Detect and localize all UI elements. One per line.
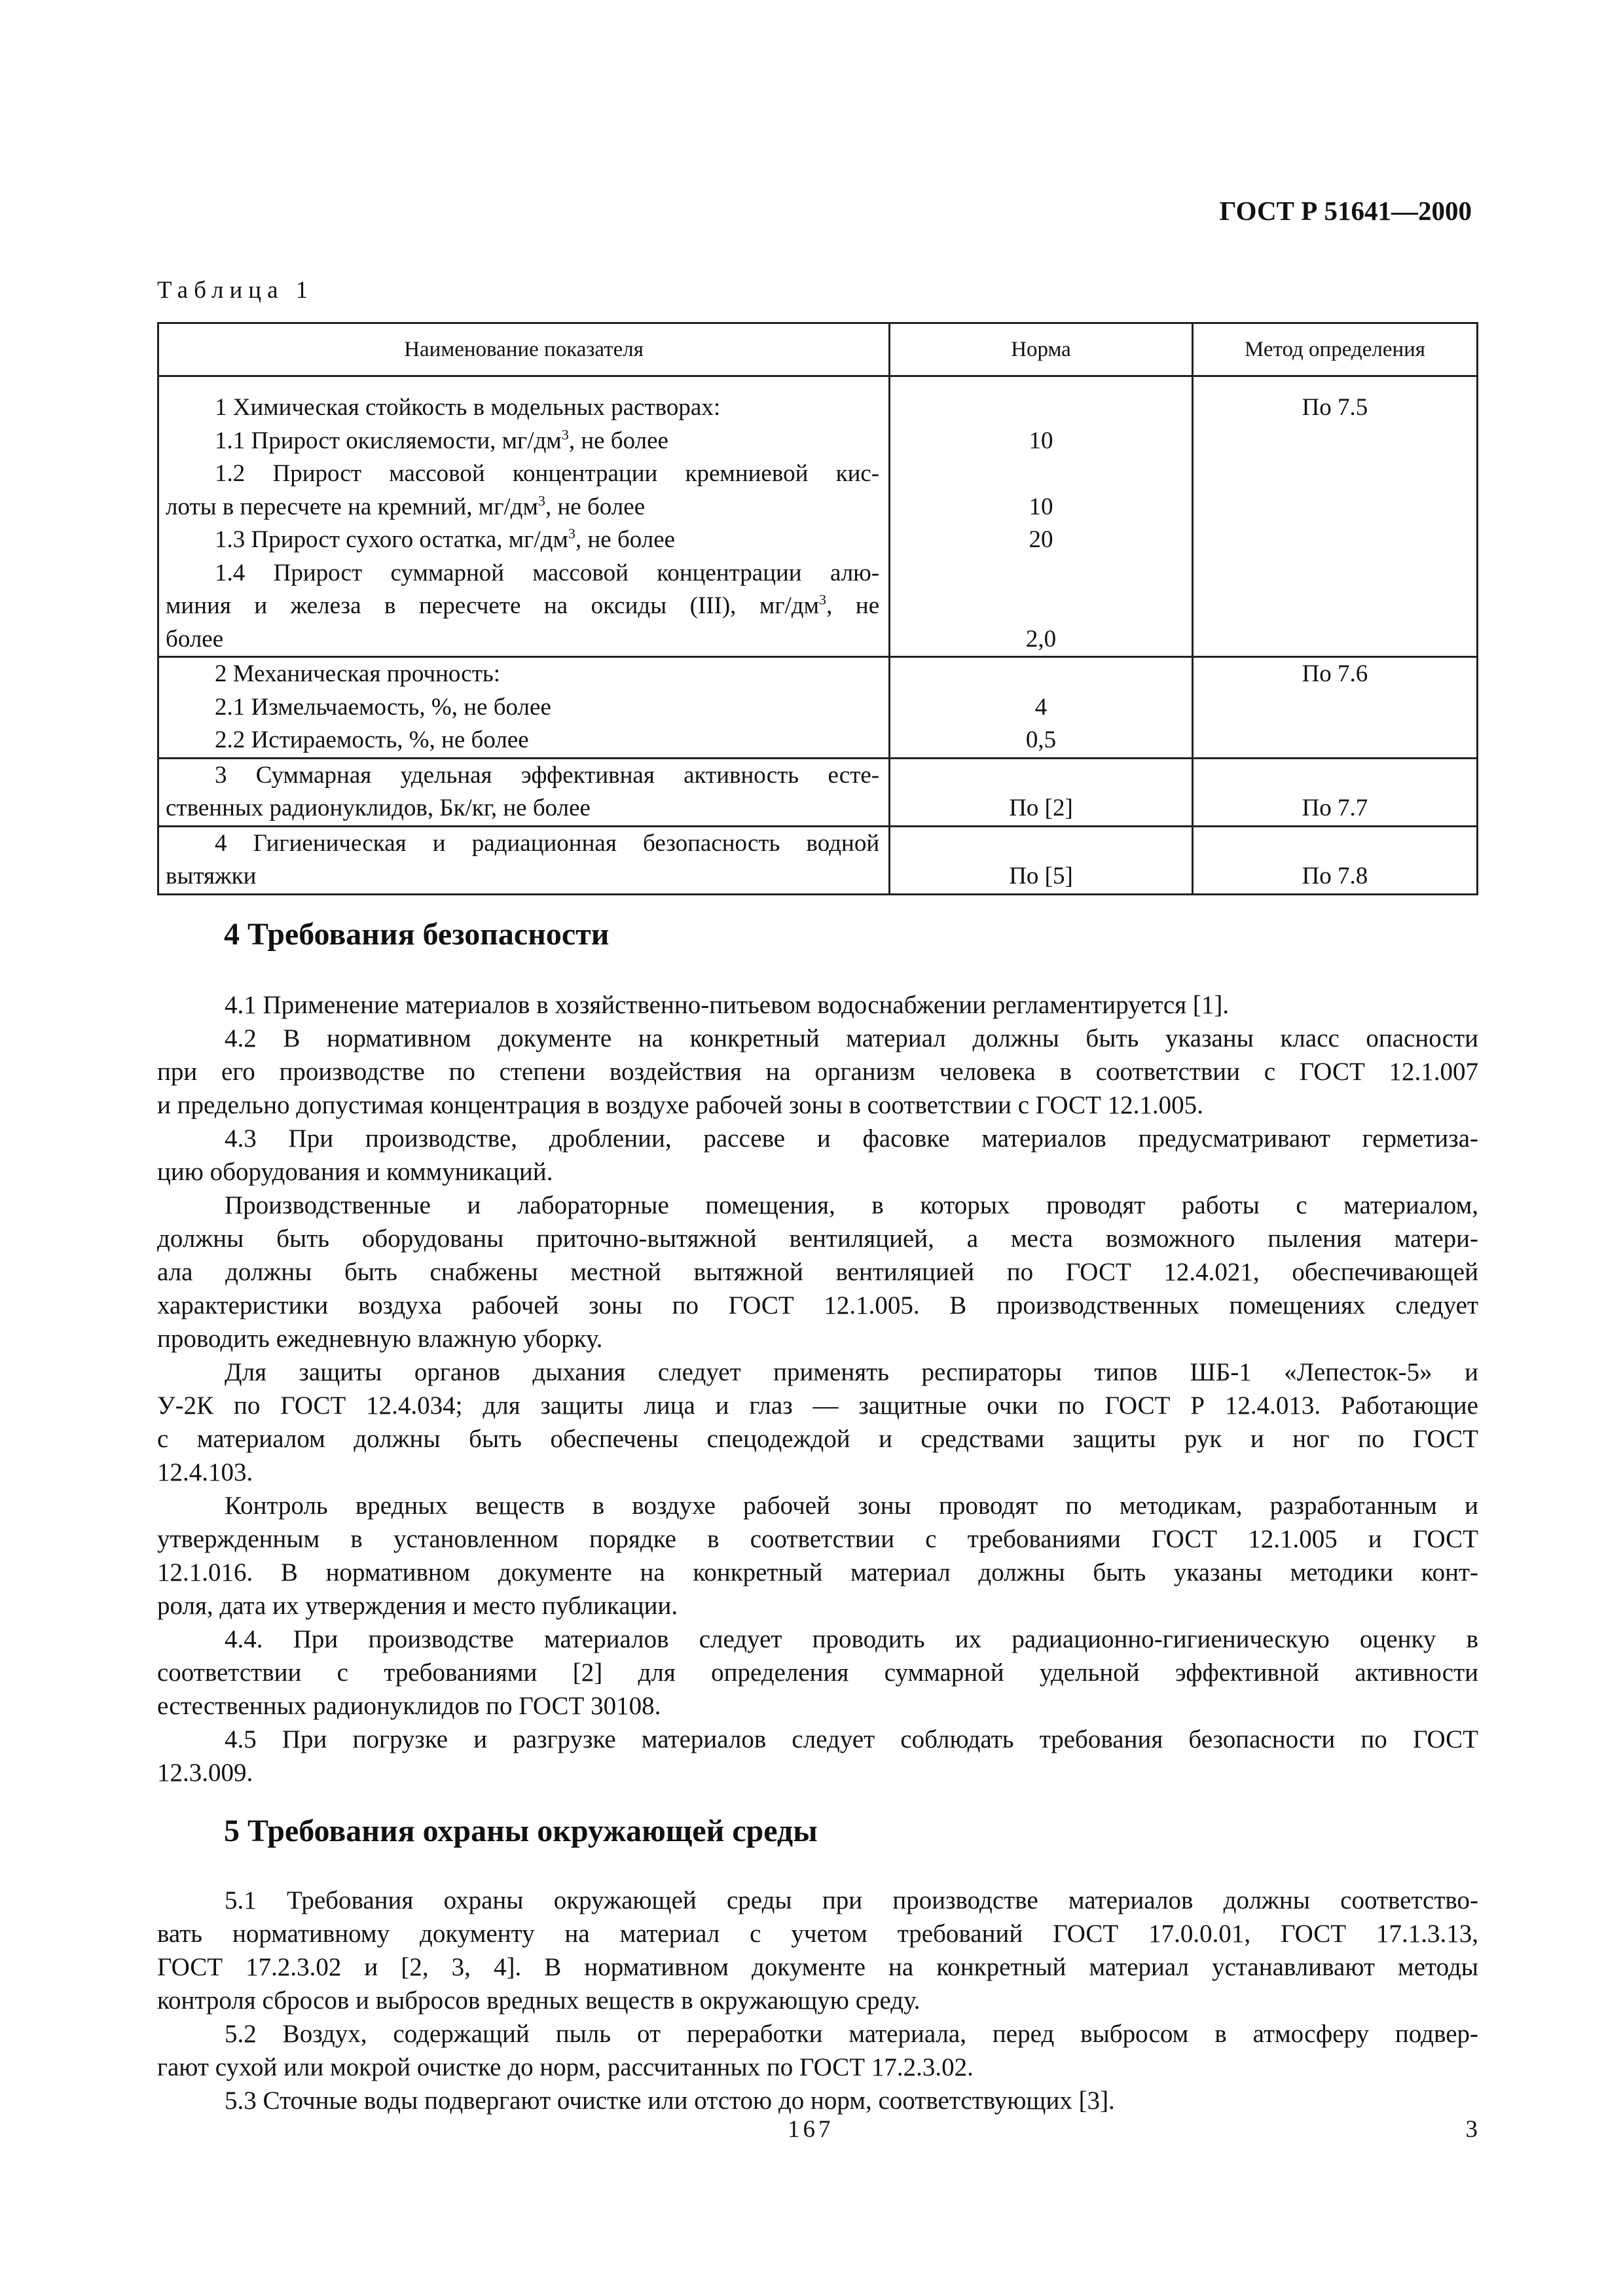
body-line: 4.3 При производстве, дроблении, рассеве и фасовке материалов предусматривают герметиза- (225, 1124, 1478, 1153)
method-value: По 7.5 (1302, 394, 1368, 421)
body-line: 12.1.016. В нормативном документе на конкретный материал должны быть указаны методики конт- (157, 1558, 1478, 1587)
body-line: 4.5 При погрузке и разгрузке материалов следует соблюдать требования безопасности по ГОСТ (225, 1725, 1478, 1753)
norm-value: По [2] (1009, 795, 1073, 821)
body-line: и предельно допустимая концентрация в воздухе рабочей зоны в соответствии с ГОСТ 12.1.005. (157, 1091, 1203, 1119)
indicator-line: 1.2 Прирост массовой концентрации кремниевой кис- (215, 460, 880, 487)
table-header-row (158, 323, 1478, 376)
norm-value: 10 (1029, 427, 1053, 454)
indicator-cell (158, 657, 890, 759)
indicator-line: более (166, 625, 224, 653)
method-cell (1192, 826, 1477, 894)
method-cell (1192, 657, 1477, 759)
indicator-line: 1 Химическая стойкость в модельных растворах: (215, 394, 721, 421)
body-line: Контроль вредных веществ в воздухе рабочей зоны проводят по методикам, разработанным и (225, 1492, 1478, 1520)
body-line: при его производстве по степени воздействия на организм человека в соответствии с ГОСТ 12.1.007 (157, 1058, 1478, 1086)
norm-value: 20 (1029, 526, 1053, 553)
sheet-number: 3 (1465, 2116, 1478, 2143)
norm-value: 10 (1029, 493, 1053, 520)
body-line: 4.1 Применение материалов в хозяйственно-питьевом водоснабжении регламентируется [1]. (225, 991, 1230, 1019)
indicator-line: ственных радионуклидов, Бк/кг, не более (166, 795, 591, 821)
indicator-line: миния и железа в пересчете на оксиды (III), $мг/дм^3$, не (166, 591, 880, 619)
section-5-title: 5 Требования охраны окружающей среды (224, 1814, 818, 1848)
indicator-line: 1.3 Прирост сухого остатка, $мг/дм^3$, не более (215, 525, 676, 553)
indicator-line: 2 Механическая прочность: (215, 660, 501, 687)
table-caption: Таблица 1 (157, 277, 314, 304)
body-line: соответствии с требованиями [2] для определения суммарной удельной эффективной активности (157, 1659, 1478, 1687)
table-row (158, 657, 1478, 759)
method-value: По 7.6 (1302, 660, 1368, 687)
indicator-cell (158, 826, 890, 894)
table-row (158, 758, 1478, 826)
section-4-title: 4 Требования безопасности (224, 917, 610, 952)
body-line: проводить ежедневную влажную уборку. (157, 1325, 603, 1353)
indicator-line: 4 Гигиеническая и радиационная безопасность водной (215, 829, 880, 857)
body-line: контроля сбросов и выбросов вредных веществ в окружающую среду. (157, 1986, 921, 2015)
norm-cell (890, 657, 1193, 759)
body-line: с материалом должны быть обеспечены спецодеждой и средствами защиты рук и ног по ГОСТ (157, 1425, 1478, 1453)
norm-value: 2,0 (1025, 625, 1057, 653)
body-line: 4.4. При производстве материалов следует проводить их радиационно-гигиеническую оценку в (225, 1625, 1478, 1653)
method-value: По 7.8 (1302, 863, 1368, 889)
norm-value: 4 (1034, 693, 1048, 721)
section-4-body (157, 988, 1478, 1789)
indicator-line: вытяжки (166, 863, 257, 889)
norm-cell (890, 758, 1193, 826)
body-line: должны быть оборудованы приточно-вытяжной вентиляцией, а места возможного пыления матери- (157, 1225, 1478, 1253)
section-5-body (157, 1884, 1478, 2117)
indicator-line: 2.1 Измельчаемость, %, не более (215, 693, 551, 721)
body-line: 12.4.103. (157, 1458, 253, 1486)
body-line: ала должны быть снабжены местной вытяжной вентиляцией по ГОСТ 12.4.021, обеспечивающей (157, 1258, 1478, 1286)
body-line: естественных радионуклидов по ГОСТ 30108. (157, 1692, 661, 1720)
body-line: гают сухой или мокрой очистке до норм, рассчитанных по ГОСТ 17.2.3.02. (157, 2053, 974, 2081)
body-line: Производственные и лабораторные помещения, в которых проводят работы с материалом, (225, 1191, 1478, 1219)
indicator-line: 1.4 Прирост суммарной массовой концентрации алю- (215, 559, 880, 586)
body-line: 4.2 В нормативном документе на конкретный материал должны быть указаны класс опасности (225, 1024, 1478, 1052)
norms-table (157, 322, 1478, 895)
body-line: роля, дата их утверждения и место публикации. (157, 1592, 678, 1620)
method-cell (1192, 758, 1477, 826)
norm-cell (890, 826, 1193, 894)
body-line: характеристики воздуха рабочей зоны по ГОСТ 12.1.005. В производственных помещениях следует (157, 1291, 1478, 1319)
norm-cell (890, 376, 1193, 657)
indicator-line: 2.2 Истираемость, %, не более (215, 726, 529, 753)
body-line: ГОСТ 17.2.3.02 и [2, 3, 4]. В нормативном документе на конкретный материал устанавливают методы (157, 1953, 1478, 1981)
document-code: ГОСТ Р 51641—2000 (1219, 196, 1472, 226)
body-line: 5.1 Требования охраны окружающей среды при производстве материалов должны соответство- (225, 1886, 1478, 1914)
indicator-cell (158, 758, 890, 826)
norm-value: По [5] (1009, 863, 1073, 889)
body-line: У-2К по ГОСТ 12.4.034; для защиты лица и глаз — защитные очки по ГОСТ Р 12.4.013. Работающие (157, 1391, 1478, 1420)
body-line: 5.2 Воздух, содержащий пыль от переработки материала, перед выбросом в атмосферу подвер- (225, 2020, 1478, 2048)
body-line: 12.3.009. (157, 1759, 253, 1787)
body-line: цию оборудования и коммуникаций. (157, 1158, 553, 1186)
column-header: Наименование показателя (158, 323, 890, 376)
norm-value: 0,5 (1025, 726, 1057, 753)
table-row (158, 376, 1478, 657)
method-value: По 7.7 (1302, 795, 1368, 821)
method-cell (1192, 376, 1477, 657)
column-header: Метод определения (1192, 323, 1477, 376)
body-line: Для защиты органов дыхания следует применять респираторы типов ШБ-1 «Лепесток-5» и (225, 1358, 1478, 1386)
table-row (158, 826, 1478, 894)
indicator-cell (158, 376, 890, 657)
body-line: 5.3 Сточные воды подвергают очистке или отстою до норм, соответствующих [3]. (225, 2087, 1115, 2115)
body-line: утвержденным в установленном порядке в соответствии с требованиями ГОСТ 12.1.005 и ГОСТ (157, 1525, 1478, 1553)
indicator-line: лоты в пересчете на кремний, $мг/дм^3$, не более (166, 492, 646, 520)
page-number: 167 (788, 2116, 834, 2143)
indicator-line: 1.1 Прирост окисляемости, $мг/дм^3$, не более (215, 426, 668, 454)
body-line: вать нормативному документу на материал с учетом требований ГОСТ 17.0.0.01, ГОСТ 17.1.3.13, (157, 1920, 1478, 1948)
column-header: Норма (890, 323, 1193, 376)
indicator-line: 3 Суммарная удельная эффективная активность есте- (215, 761, 880, 789)
